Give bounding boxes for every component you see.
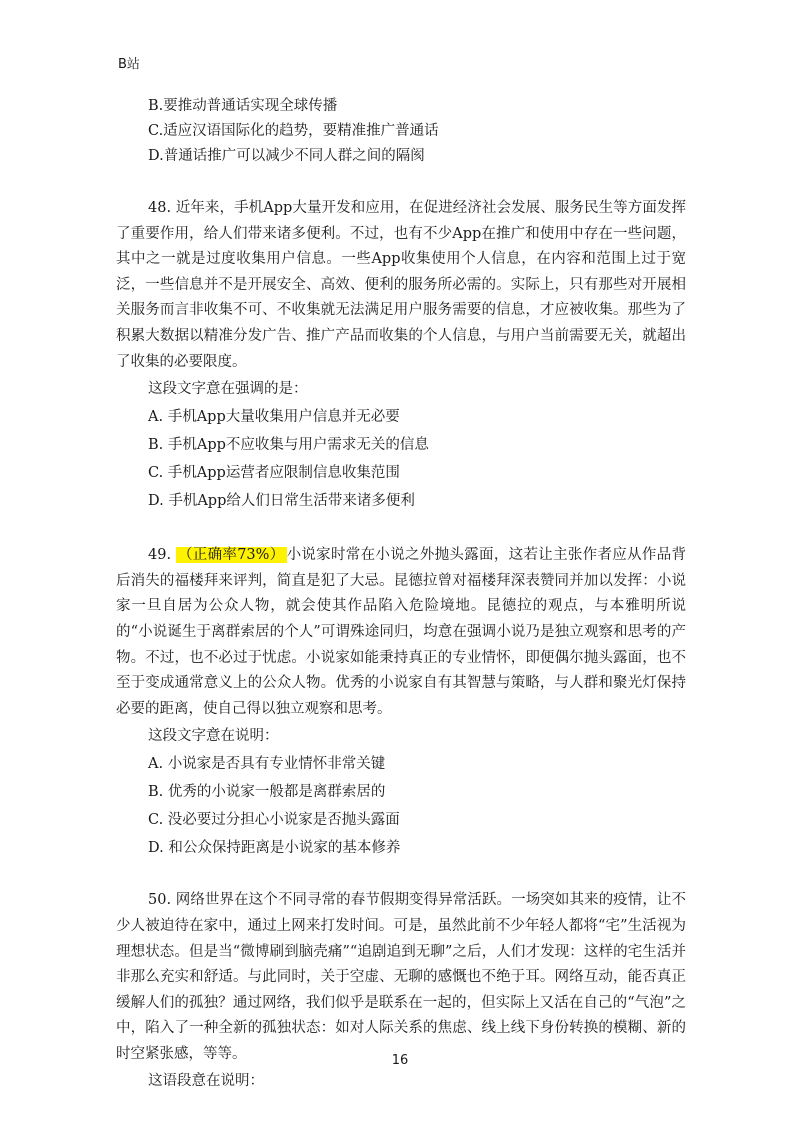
option-a: A. 手机App大量收集用户信息并无必要 xyxy=(148,409,400,426)
prev-option-c: C.适应汉语国际化的趋势，要精准推广普通话 xyxy=(148,123,439,139)
question-text: 近年来，手机App大量开发和应用，在促进经济社会发展、服务民生等方面发挥了重要作用，给人们带来诸多便利。不过，也有不少App在推广和使用中存在一些问题，其中之一就是过度收集用户信息。一些App收集使用个人信息，在内容和范围上过于宽泛，一些信息并不是开展安全、高效、便利的服务所必需的。实际上，只有那些对开展相关服务而言非收集不可、不收集就无法满足用户服务需要的信息，才应被收集。那些为了积累大数据以精准分发广告、推广产品而收集的个人信息，与用户当前需要无关，就超出了收集的必要限度。 xyxy=(116,200,686,370)
question-48 xyxy=(116,196,686,515)
question-number: 50. xyxy=(148,892,172,909)
site-watermark: B站 xyxy=(118,57,140,72)
question-prompt: 这段文字意在强调的是： xyxy=(148,381,308,398)
question-number: 49. xyxy=(148,547,172,564)
question-50-stem xyxy=(116,888,686,1067)
question-49-stem xyxy=(116,543,686,722)
option-a: A. 小说家是否具有专业情怀非常关键 xyxy=(148,756,386,773)
option-c: C. 没必要过分担心小说家是否抛头露面 xyxy=(148,812,400,829)
option-d: D. 手机App给人们日常生活带来诸多便利 xyxy=(148,493,415,510)
option-b: B. 优秀的小说家一般都是离群索居的 xyxy=(148,784,386,801)
prev-option-b: B.要推动普通话实现全球传播 xyxy=(148,98,338,114)
question-48-stem xyxy=(116,196,686,375)
option-b: B. 手机App不应收集与用户需求无关的信息 xyxy=(148,437,429,454)
option-d: D. 和公众保持距离是小说家的基本修养 xyxy=(148,840,401,857)
accuracy-highlight: （正确率73%） xyxy=(177,547,285,564)
question-prompt: 这语段意在说明： xyxy=(148,1073,264,1090)
content xyxy=(116,94,686,1095)
option-c: C. 手机App运营者应限制信息收集范围 xyxy=(148,465,400,482)
question-49 xyxy=(116,543,686,862)
question-prompt: 这段文字意在说明： xyxy=(148,728,279,745)
question-text: 网络世界在这个不同寻常的春节假期变得异常活跃。一场突如其来的疫情，让不少人被迫待在家中，通过上网来打发时间。可是，虽然此前不少年轻人都将“宅”生活视为理想状态。但是当“微博刷到脑壳痛”“追剧追到无聊”之后，人们才发现：这样的宅生活并非那么充实和舒适。与此同时，关于空虚、无聊的感慨也不绝于耳。网络互动，能否真正缓解人们的孤独？通过网络，我们似乎是联系在一起的，但实际上又活在自己的“气泡”之中，陷入了一种全新的孤独状态：如对人际关系的焦虑、线上线下身份转换的模糊、新的时空紧张感，等等。 xyxy=(116,892,687,1062)
page-number: 16 xyxy=(391,1053,409,1068)
prev-option-d: D.普通话推广可以减少不同人群之间的隔阂 xyxy=(148,148,425,164)
question-number: 48. xyxy=(148,200,172,216)
question-text: 小说家时常在小说之外抛头露面，这若让主张作者应从作品背后消失的福楼拜来评判，简直是犯了大忌。昆德拉曾对福楼拜深表赞同并加以发挥：小说家一旦自居为公众人物，就会使其作品陷入危险境地。昆德拉的观点，与本雅明所说的“小说诞生于离群索居的个人”可谓殊途同归，均意在强调小说乃是独立观察和思考的产物。不过，也不必过于忧虑。小说家如能秉持真正的专业情怀，即便偶尔抛头露面，也不至于变成通常意义上的公众人物。优秀的小说家自有其智慧与策略，与人群和聚光灯保持必要的距离，使自己得以独立观察和思考。 xyxy=(116,547,687,717)
